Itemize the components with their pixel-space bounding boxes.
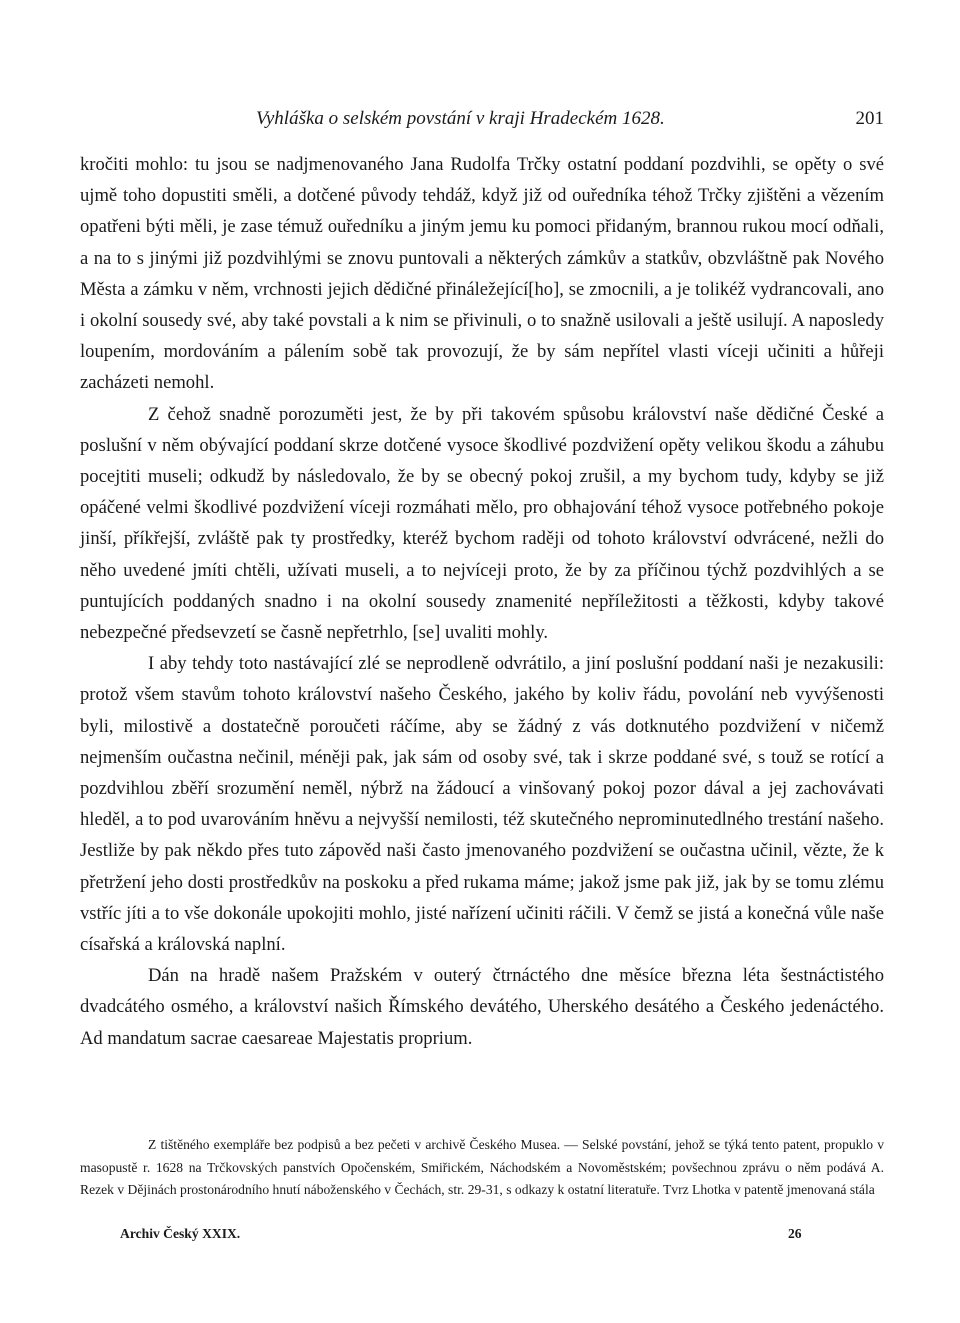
document-page [80,0,884,1323]
paragraph-4: Dán na hradě našem Pražském v outerý čtrnáctého dne měsíce března léta šestnáctistého dvadcátého osmého, a království našich Římského devátého, Uherského desátého a Českého jedenáctého. Ad mandatum sacrae caesareae Majestatis proprium. [80,965,884,1049]
signature-label: Archiv Český XXIX. [120,1226,241,1241]
paragraph-1: kročiti mohlo: tu jsou se nadjmenovaného Jana Rudolfa Trčky ostatní poddaní pozdvihli, se opěty o své ujmě toho dopustiti směli, a dotčené původy tehdáž, když již od ouředníka téhož Trčky zjištěni a vězením opatřeni býti měli, je zase témuž ouředníku a jiným jemu ku pomoci přidaným, brannou rukou mocí odňali, a na to s jinými již pozdvihlými se znovu puntovali a některých zámkův a statkův, obzvláštně pak Nového Města a zámku v něm, vrchnosti jejich dědičné přináležející[ho], se zmocnili, a je tolikéž vydrancovali, ano i okolní sousedy své, aby také povstali a k nim se přivinuli, o to snažně usilovali a ještě usilují. A naposledy loupením, mordováním a pálením sobě tak provozují, že by sám nepřítel vlasti víceji učiniti a hůřeji zacházeti nemohl. [80,154,884,394]
paragraph-3: I aby tehdy toto nastávající zlé se neprodleně odvrátilo, a jiní poslušní poddaní naši je nezakusili: protož všem stavům tohoto království našeho Českého, jakého by koliv řádu, povolání neb vyvýšenosti byli, milostivě a dostatečně poroučeti ráčíme, aby se žádný z vás dotknutého pozdvižení v ničemž nejmenším oučastna nečinil, méněji pak, jak sám od osoby své, tak i skrze poddané své, s touž se rotící a pozdvihlou zběří srozumění neměl, nýbrž na žádoucí a vinšovaný pokoj pozor dával a jej zachovávati hleděl, a to pod uvarováním hněvu a nejvyšší nemilosti, též skutečného neprominutedlného trestání našeho. Jestliže by pak někdo přes tuto zápověd naši často jmenovaného pozdvižení se oučastna učinil, vězte, že k přetržení jeho dosti prostředkův na poskoku a před rukama máme; jakož jsme pak již, jak by se tomu zlému vstříc jíti a to vše dokonále upokojiti mohlo, jisté nařízení učiniti ráčili. V čemž se jistá a konečná vůle naše císařská a královská naplní. [80,653,884,956]
signature-number: 26 [788,1226,802,1241]
body-text [80,149,884,1054]
printer-signature [120,1226,884,1248]
running-header [80,108,884,134]
paragraph-2: Z čehož snadně porozuměti jest, že by při takovém spůsobu království naše dědičné České a poslušní v něm obývající poddaní skrze dotčené vysoce škodlivé pozdvižení opěty velikou škodu a záhubu pocejtiti museli; odkudž by následovalo, že by se obecný pokoj zrušil, a my bychom tudy, kdyby se již opáčené velmi škodlivé pozdvižení víceji rozmáhati mělo, pro obhajování téhož vysoce potřebného pokoje jinší, příkřejší, zvláště pak ty prostředky, kteréž bychom raději od tohoto království odvrácené, nežli do něho uvedené jmíti chtěli, užívati museli, a to nejvíceji proto, že by za příčinou týchž pozdvihlých a se puntujících poddaných snadno i na okolní sousedy znamenité nepříležitosti a těžkosti, kdyby takové nebezpečné předsevzetí se časně nepřetrhlo, [se] uvaliti mohly. [80,403,884,644]
running-title: Vyhláška o selském povstání v kraji Hradeckém 1628. [256,108,665,129]
page-number: 201 [855,108,884,129]
editorial-note: Z tištěného exempláře bez podpisů a bez pečeti v archivě Českého Musea. — Selské povstání, jehož se týká tento patent, propuklo v masopustě r. 1628 na Trčkovských panstvích Opočenském, Smiřickém, Náchodském a Novoměstském; povšechnou zprávu o něm podává A. Rezek v Dějinách prostonárodního hnutí náboženského v Čechách, str. 29-31, s odkazy k ostatní literatuře. Tvrz Lhotka v patentě jmenovaná stála [80,1137,884,1198]
